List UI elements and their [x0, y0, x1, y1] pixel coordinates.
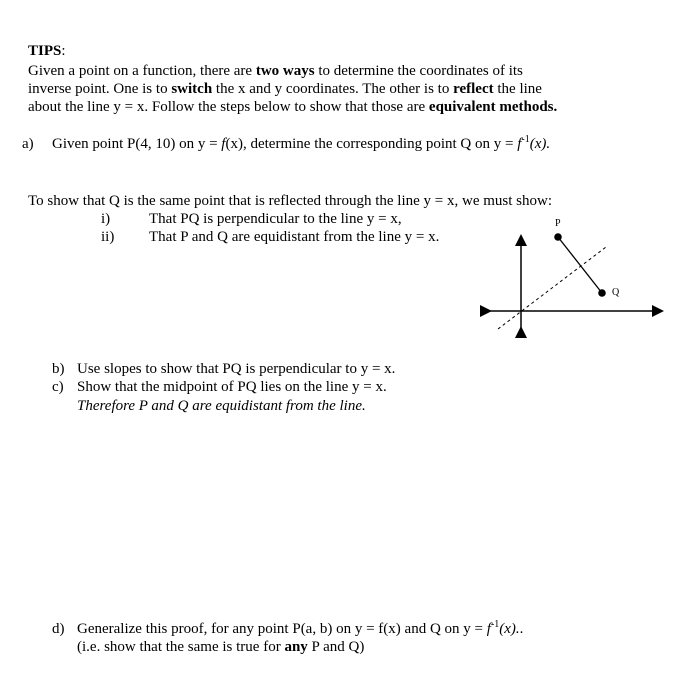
part-c-text: Show that the midpoint of PQ lies on the line y = x. — [77, 379, 387, 395]
part-c-label: c) — [52, 379, 64, 395]
part-d-text: Generalize this proof, for any point P(a, b) on y = f(x) and Q on $y = f^{-1}(x)$.. — [77, 619, 524, 637]
point-p — [554, 233, 562, 241]
tips-line-3: about the line y = x. Follow the steps below to show that those are equivalent methods. — [28, 99, 558, 115]
show-item-1-text: That PQ is perpendicular to the line y = x, — [149, 211, 402, 227]
part-a-question: Given point P(4, 10) on y = f(x), determine the corresponding point Q on $y = f^{-1}(x)$. — [52, 134, 551, 152]
part-c-conclusion: Therefore P and Q are equidistant from the line. — [77, 398, 366, 414]
line-y-equals-x — [498, 247, 606, 329]
label-q: Q — [612, 287, 620, 298]
label-p: P — [555, 218, 561, 229]
point-q — [598, 289, 606, 297]
segment-pq — [558, 237, 602, 293]
part-b-text: Use slopes to show that PQ is perpendicular to y = x. — [77, 361, 396, 377]
part-d-label: d) — [52, 621, 65, 637]
part-b-label: b) — [52, 361, 65, 377]
show-item-2-num: ii) — [101, 229, 115, 245]
tips-line-2: inverse point. One is to switch the x and y coordinates. The other is to reflect the line — [28, 81, 542, 97]
reflection-diagram — [478, 214, 668, 339]
part-d-line-2: (i.e. show that the same is true for any P and Q) — [77, 639, 365, 655]
show-item-2-text: That P and Q are equidistant from the line y = x. — [149, 229, 440, 245]
tips-heading: TIPS: — [28, 43, 66, 59]
part-a-label: a) — [22, 136, 34, 152]
show-item-1-num: i) — [101, 211, 111, 227]
show-intro: To show that Q is the same point that is reflected through the line y = x, we must show: — [28, 193, 552, 209]
tips-line-1: Given a point on a function, there are two ways to determine the coordinates of its — [28, 63, 523, 79]
